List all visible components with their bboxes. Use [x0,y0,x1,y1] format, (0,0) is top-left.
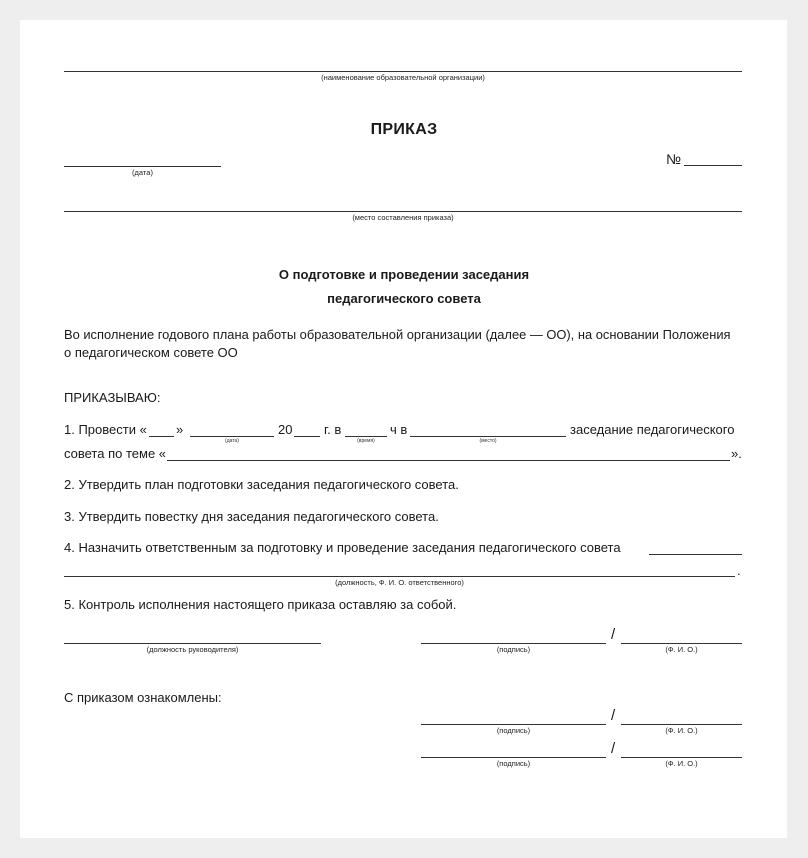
item1-lead: 1. Провести « [64,422,147,437]
acquainted-sign-caption: (подпись) [496,759,531,768]
acquainted-name-caption: (Ф. И. О.) [665,759,698,768]
acquainted-label: С приказом ознакомлены: [64,690,222,705]
director-position-line [64,643,321,644]
item1-time-caption: (время) [357,438,375,444]
item1-year-prefix: 20 [278,422,293,437]
director-slash: / [611,626,616,643]
place-caption: (место составления приказа) [352,213,454,222]
subject-line-1: О подготовке и проведении заседания [278,267,530,282]
item5: 5. Контроль исполнения настоящего приказа оставляю за собой. [64,597,457,612]
director-sign-line [421,643,606,644]
acquainted-sign-line [421,724,606,725]
item1-tail: заседание педагогического [570,422,735,437]
preamble-line-1: Во исполнение годового плана работы образовательной организации (далее — ОО), на основании Положения [64,327,731,342]
preamble-line-2: о педагогическом совете ОО [64,345,238,360]
director-sign-caption: (подпись) [496,645,531,654]
item1-date-caption: (дата) [225,438,239,444]
acquainted-name-line [621,757,742,758]
number-sign: № [666,151,682,167]
item4-short-line [649,554,742,555]
item1-month-line [190,436,274,437]
acquainted-name-caption: (Ф. И. О.) [665,726,698,735]
acquainted-name-line [621,724,742,725]
item1-day-line [149,436,174,437]
acquainted-slash: / [611,740,616,757]
organization-caption: (наименование образовательной организации) [321,73,485,82]
director-position-caption: (должность руководителя) [146,645,239,654]
item1-theme-lead: совета по теме « [64,446,167,461]
item1-year-line [294,436,320,437]
item4-text: 4. Назначить ответственным за подготовку и проведение заседания педагогического совета [64,540,621,555]
number-line [684,165,742,166]
item4-long-line [64,576,735,577]
document-title: ПРИКАЗ [370,121,438,138]
item1-time-line [345,436,387,437]
organization-line [64,71,742,72]
item1-theme-end: ». [731,446,742,461]
place-line [64,211,742,212]
item1-quote-close: » [176,422,184,437]
item1-year-suffix: г. в [324,422,342,437]
acquainted-sign-caption: (подпись) [496,726,531,735]
acquainted-sign-line [421,757,606,758]
director-name-line [621,643,742,644]
item1-hours: ч в [390,422,408,437]
date-caption: (дата) [132,168,153,177]
subject-line-2: педагогического совета [327,291,481,306]
item1-place-caption: (место) [479,438,497,444]
acquainted-slash: / [611,707,616,724]
order-word: ПРИКАЗЫВАЮ: [64,390,161,405]
item1-place-line [410,436,566,437]
item1-theme-line [167,460,730,461]
item2: 2. Утвердить план подготовки заседания педагогического совета. [64,477,459,492]
item3: 3. Утвердить повестку дня заседания педагогического совета. [64,509,439,524]
director-name-caption: (Ф. И. О.) [665,645,698,654]
date-line [64,166,221,167]
item4-end: . [737,563,741,578]
item4-caption: (должность, Ф. И. О. ответственного) [335,578,464,587]
